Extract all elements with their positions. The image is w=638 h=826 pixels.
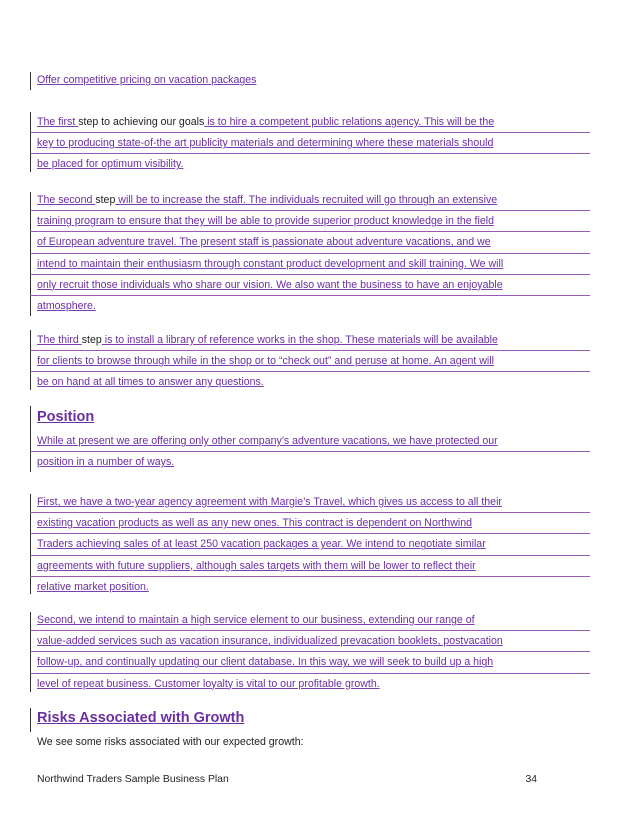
- text-line: First, we have a two-year agency agreement with Margie’s Travel, which gives us access to all their: [37, 496, 502, 508]
- text-line: follow-up, and continually updating our client database. In this way, we will seek to build up a high: [37, 656, 494, 669]
- paragraph-service-element: [30, 610, 590, 695]
- text-segment: step: [81, 334, 102, 346]
- footer-title: Northwind Traders Sample Business Plan: [37, 774, 229, 785]
- text-line: existing vacation products as well as any new ones. This contract is dependent on Northwind: [37, 517, 472, 530]
- intro-line: Offer competitive pricing on vacation packages: [37, 74, 257, 86]
- text-line: level of repeat business. Customer loyalty is vital to our profitable growth.: [37, 677, 380, 690]
- text-line: for clients to browse through while in the shop or to “check out” and peruse at home. An agent will: [37, 355, 494, 368]
- text-segment: step: [95, 194, 116, 206]
- text-line: atmosphere.: [37, 299, 96, 312]
- paragraph-position-intro: [30, 431, 590, 473]
- text-line: of European adventure travel. The present staff is passionate about adventure vacations, and we: [37, 236, 491, 249]
- text-line: training program to ensure that they will be able to provide superior product knowledge in the field: [37, 215, 494, 228]
- intro-paragraph: [30, 70, 590, 91]
- text-line: relative market position.: [37, 580, 149, 593]
- text-segment: is to install a library of reference works in the shop. These materials will be available: [101, 334, 498, 346]
- paragraph-risks-intro: [30, 732, 590, 753]
- page-footer: [37, 774, 537, 785]
- text-segment: The first: [37, 116, 79, 128]
- text-segment: The third: [37, 334, 82, 346]
- text-line: While at present we are offering only other company’s adventure vacations, we have protected our: [37, 435, 498, 447]
- text-line: intend to maintain their enthusiasm through constant product development and skill training. We will: [37, 257, 504, 270]
- text-line: only recruit those individuals who share our vision. We also want the business to have an enjoyable: [37, 278, 503, 291]
- paragraph-agency-agreement: [30, 492, 590, 598]
- text-line: Traders achieving sales of at least 250 vacation packages a year. We intend to negotiate similar: [37, 538, 486, 551]
- text-line: be on hand at all times to answer any questions.: [37, 376, 264, 389]
- text-line: Second, we intend to maintain a high service element to our business, extending our range of: [37, 614, 475, 626]
- paragraph-first-step: [30, 112, 590, 176]
- text-line: position in a number of ways.: [37, 456, 175, 469]
- section-heading-position: Position: [37, 409, 95, 425]
- paragraph-second-step: [30, 190, 590, 317]
- paragraph-third-step: [30, 330, 590, 394]
- text-segment: is to hire a competent public relations agency. This will be the: [204, 116, 495, 128]
- text-segment: will be to increase the staff. The individuals recruited will go through an extensive: [115, 194, 498, 206]
- text-line: agreements with future suppliers, although sales targets with them will be lower to reflect their: [37, 559, 476, 572]
- text-segment: The second: [37, 194, 96, 206]
- text-line: value-added services such as vacation insurance, individualized prevacation booklets, postvacation: [37, 635, 503, 648]
- page-number: 34: [525, 774, 537, 785]
- text-line: be placed for optimum visibility.: [37, 158, 184, 171]
- text-line: key to producing state-of-the art publicity materials and determining where these materials should: [37, 137, 494, 150]
- change-bar: [30, 708, 31, 732]
- section-heading-risks: Risks Associated with Growth: [37, 710, 245, 726]
- text-segment: step to achieving our goals: [78, 116, 205, 128]
- text-line: We see some risks associated with our expected growth:: [37, 736, 304, 748]
